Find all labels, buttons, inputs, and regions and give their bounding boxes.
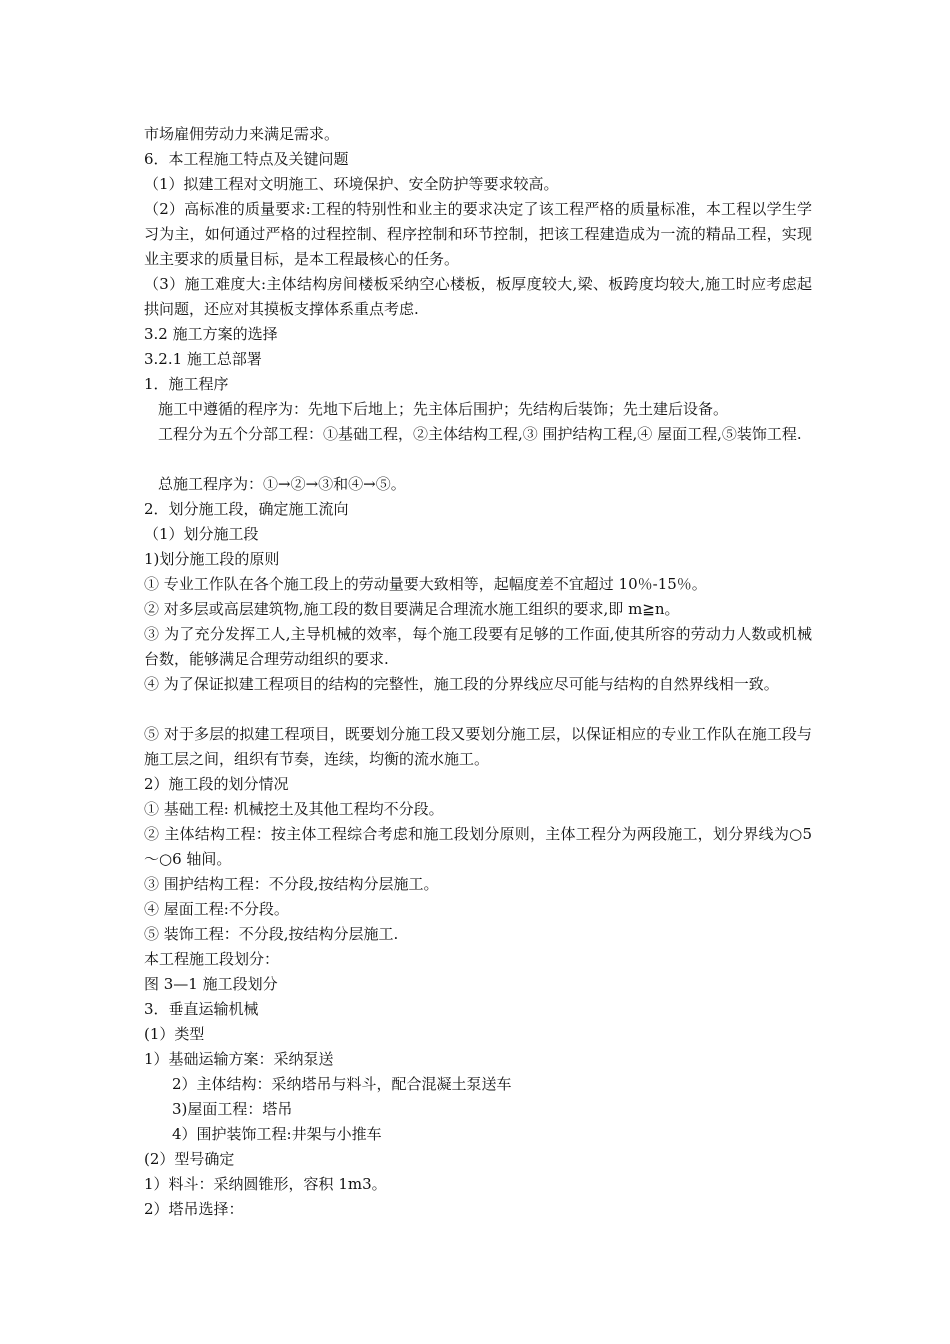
list-item: ① 基础工程: 机械挖土及其他工程均不分段。 [144, 800, 444, 818]
section-heading: 3．垂直运输机械 [144, 1000, 259, 1018]
paragraph: （3）施工难度大:主体结构房间楼板采纳空心楼板，板厚度较大,梁、板跨度均较大,施工时应考虑起拱问题，还应对其摸板支撑体系重点考虑. [144, 275, 812, 318]
section-heading: 1．施工程序 [144, 375, 229, 393]
text-line: (1）类型 [144, 1025, 205, 1043]
section-heading: 2．划分施工段，确定施工流向 [144, 500, 349, 518]
list-item: ④ 屋面工程:不分段。 [144, 900, 289, 918]
section-heading: 6．本工程施工特点及关键问题 [144, 150, 349, 168]
list-item: ③ 围护结构工程：不分段,按结构分层施工。 [144, 875, 439, 893]
text-line: 施工中遵循的程序为：先地下后地上；先主体后围护；先结构后装饰；先土建后设备。 [158, 400, 729, 418]
text-line: 本工程施工段划分： [144, 950, 280, 968]
section-heading: 3.2.1 施工总部署 [144, 350, 262, 368]
paragraph: （2）高标准的质量要求:工程的特别性和业主的要求决定了该工程严格的质量标准，本工程以学生学习为主，如何通过严格的过程控制、程序控制和环节控制，把该工程建造成为一流的精品工程，实现业主要求的质量目标，是本工程最核心的任务。 [144, 200, 812, 268]
list-item: ② 主体结构工程：按主体工程综合考虑和施工段划分原则，主体工程分为两段施工，划分界线为○5～○6 轴间。 [144, 825, 812, 868]
list-item: ③ 为了充分发挥工人,主导机械的效率，每个施工段要有足够的工作面,使其所容的劳动力人数或机械台数，能够满足合理劳动组织的要求. [144, 625, 812, 668]
text-line: 市场雇佣劳动力来满足需求。 [144, 125, 340, 143]
list-item: 2）主体结构：采纳塔吊与料斗，配合混凝土泵送车 [172, 1075, 512, 1093]
list-item: ⑤ 装饰工程：不分段,按结构分层施工. [144, 925, 399, 943]
text-line: (2）型号确定 [144, 1150, 235, 1168]
text-line: 1)划分施工段的原则 [144, 550, 280, 568]
list-item: 1）基础运输方案：采纳泵送 [144, 1050, 334, 1068]
list-item: ① 专业工作队在各个施工段上的劳动量要大致相等，起幅度差不宜超过 10％-15％。 [144, 575, 707, 593]
text-line: 总施工程序为：①→②→③和④→⑤。 [158, 475, 406, 493]
list-item: 4）围护装饰工程:井架与小推车 [172, 1125, 382, 1143]
text-line: （1）划分施工段 [144, 525, 259, 543]
document-body [144, 122, 812, 1222]
list-item: 2）塔吊选择： [144, 1200, 244, 1218]
section-heading: 3.2 施工方案的选择 [144, 325, 278, 343]
text-line: （1）拟建工程对文明施工、环境保护、安全防护等要求较高。 [144, 175, 559, 193]
list-item: 1）料斗：采纳圆锥形，容积 1m3。 [144, 1175, 387, 1193]
list-item: 3)屋面工程：塔吊 [172, 1100, 293, 1118]
list-item: ④ 为了保证拟建工程项目的结构的完整性，施工段的分界线应尽可能与结构的自然界线相一致。 [144, 675, 779, 693]
figure-caption: 图 3—1 施工段划分 [144, 975, 278, 993]
list-item: ② 对多层或高层建筑物,施工段的数目要满足合理流水施工组织的要求,即 m≧n。 [144, 600, 680, 618]
paragraph: 工程分为五个分部工程：①基础工程，②主体结构工程,③ 围护结构工程,④ 屋面工程,⑤装饰工程. [158, 425, 802, 443]
text-line: 2）施工段的划分情况 [144, 775, 289, 793]
list-item: ⑤ 对于多层的拟建工程项目，既要划分施工段又要划分施工层，以保证相应的专业工作队在施工段与施工层之间，组织有节奏，连续，均衡的流水施工。 [144, 725, 812, 768]
